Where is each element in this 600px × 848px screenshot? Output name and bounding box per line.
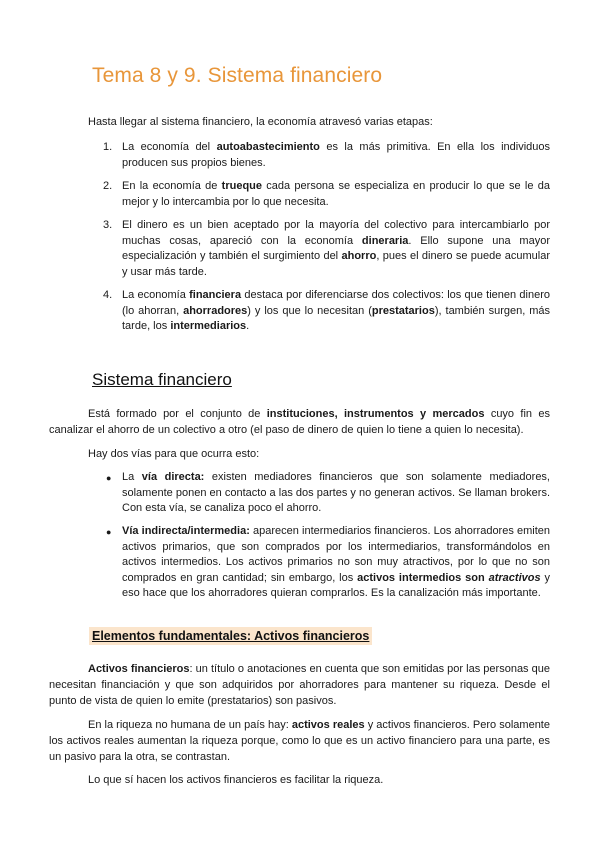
list-number: 2. — [103, 180, 113, 192]
intro-paragraph: Hasta llegar al sistema financiero, la economía atravesó varias etapas: — [88, 116, 433, 128]
list-number: 1. — [103, 141, 113, 153]
closing-paragraph: Lo que sí hacen los activos financieros es facilitar la riqueza. — [88, 774, 384, 786]
list-number: 4. — [103, 289, 113, 301]
list-number: 3. — [103, 219, 113, 231]
list-item-stage-2: En la economía de trueque cada persona se especializa en producir lo que se le da mejor y lo intercambia por lo que necesita. — [122, 180, 550, 208]
list-item-via-indirecta: Vía indirecta/intermedia: aparecen intermediarios financieros. Los ahorradores emiten activos primarios, que son comprados por los intermediarios, transformándolos en activos intermedios. Los activos primarios no son muy atractivos, por lo que no son comprados en gran cantidad; sin embargo, los activos intermedios son atractivos y eso hace que los ahorradores quieran comprarlos. Es la canalización más importante. — [122, 525, 551, 600]
bullet-icon: ● — [106, 473, 112, 483]
sistema-financiero-paragraph: Está formado por el conjunto de instituciones, instrumentos y mercados cuyo fin es canalizar el ahorro de un colectivo a otro (el paso de dinero de quien lo tiene a quien lo necesita). — [49, 408, 550, 436]
section-heading: Sistema financiero — [92, 370, 232, 389]
vias-intro-paragraph: Hay dos vías para que ocurra esto: — [88, 448, 260, 460]
list-item-stage-4: La economía financiera destaca por diferenciarse dos colectivos: los que tienen dinero (lo ahorran, ahorradores) y los que lo necesitan (prestatarios), también surgen, más tarde, los intermediarios. — [122, 289, 550, 333]
bullet-icon: ● — [106, 527, 112, 537]
riqueza-paragraph: En la riqueza no humana de un país hay: activos reales y activos financieros. Pero solamente los activos reales aumentan la riqueza porque, como lo que es un activo financiero para una parte, es un pasivo para la otra, se contrastan. — [49, 719, 550, 763]
list-item-stage-1: La economía del autoabastecimiento es la más primitiva. En ella los individuos producen sus propios bienes. — [122, 141, 551, 169]
list-item-stage-3: El dinero es un bien aceptado por la mayoría del colectivo para intercambiarlo por muchas cosas, apareció con la economía dineraria. Ello supone una mayor especialización y también el surgimiento del ahorro, pues el dinero se puede acumular y usar más tarde. — [122, 219, 550, 278]
subsection-heading: Elementos fundamentales: Activos financieros — [89, 627, 372, 645]
activos-financieros-paragraph: Activos financieros: un título o anotaciones en cuenta que son emitidas por las personas que necesitan financiación y que son adquiridos por ahorradores para mantener su riqueza. Desde el punto de vista de quien lo emite (prestatarios) son pasivos. — [49, 663, 550, 707]
page-title: Tema 8 y 9. Sistema financiero — [92, 64, 383, 87]
list-item-via-directa: La vía directa: existen mediadores financieros que son solamente mediadores, solamente ponen en contacto a las dos partes y no generan activos. Se llaman brokers. Con esta vía, se canaliza poco el ahorro. — [122, 471, 550, 515]
